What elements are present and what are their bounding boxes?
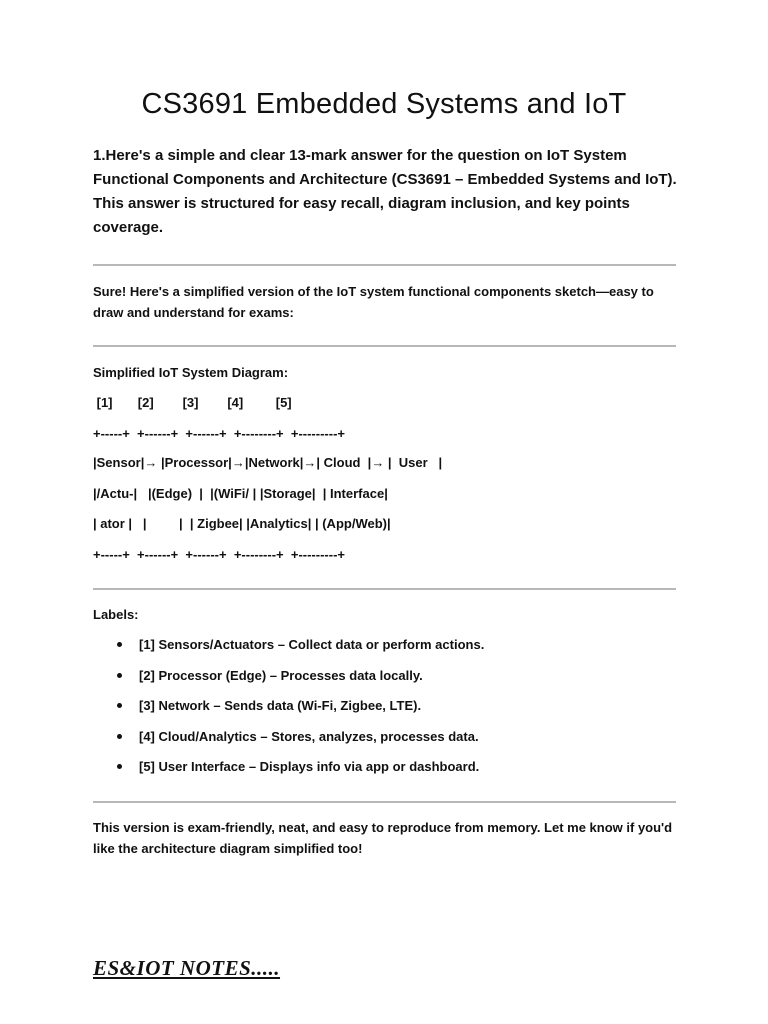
diagram-line: [1] [2] [3] [4] [5] [93,395,292,410]
footer-notes-title: ES&IOT NOTES..... [93,956,281,980]
divider [93,801,676,803]
label-text: [4] Cloud/Analytics – Stores, analyzes, processes data. [139,728,479,744]
list-item [93,664,484,695]
bullet-icon [117,673,122,678]
bullet-icon [117,734,122,739]
diagram-line: +-----+ +------+ +------+ +--------+ +---------+ [93,547,346,562]
diagram-line: |/Actu-| |(Edge) | |(WiFi/ | |Storage| | Interface| [93,486,388,501]
page-title: CS3691 Embedded Systems and IoT [141,88,627,120]
divider [93,264,676,266]
bullet-icon [117,764,122,769]
label-text: [2] Processor (Edge) – Processes data locally. [139,667,423,683]
intro-note: Sure! Here's a simplified version of the IoT system functional components sketch—easy to draw and understand for exams: [93,284,654,320]
divider [93,345,676,347]
label-text: [5] User Interface – Displays info via app or dashboard. [139,759,480,774]
diagram-line: | ator | | | | Zigbee| |Analytics| | (App/Web)| [93,516,391,531]
intro-paragraph: 1.Here's a simple and clear 13-mark answer for the question on IoT System Functional Components and Architecture (CS3691 – Embedded Systems and IoT). This answer is structured for easy recall, diagram inclusion, and key points coverage. [93,147,677,236]
divider [93,588,676,590]
closing-paragraph: This version is exam-friendly, neat, and easy to reproduce from memory. Let me know if you'd like the architecture diagram simplified too! [93,820,673,856]
labels-heading: Labels: [93,607,139,622]
label-text: [1] Sensors/Actuators – Collect data or perform actions. [139,637,485,652]
list-item [93,755,484,786]
diagram-line: +-----+ +------+ +------+ +--------+ +---------+ [93,426,346,441]
labels-list [93,633,484,786]
list-item [93,725,484,756]
diagram-heading: Simplified IoT System Diagram: [93,365,289,380]
label-text: [3] Network – Sends data (Wi-Fi, Zigbee, LTE). [139,698,422,713]
list-item [93,633,484,664]
bullet-icon [117,703,122,708]
bullet-icon [117,642,122,647]
diagram-line: |Sensor|→ |Processor|→|Network|→| Cloud |→ | User | [93,455,443,470]
list-item [93,694,484,725]
